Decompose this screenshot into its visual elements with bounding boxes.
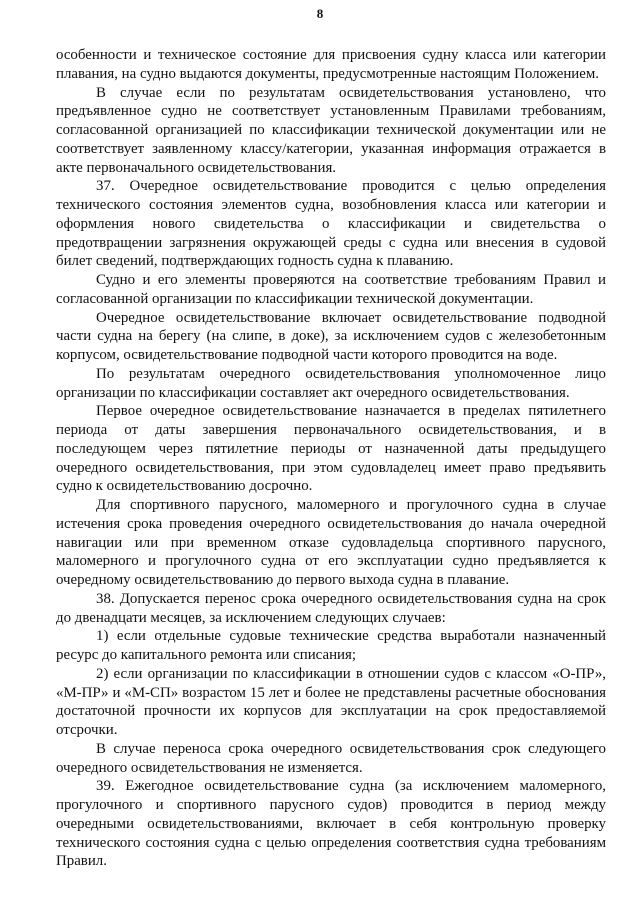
paragraph-continuation: особенности и техническое состояние для присвоения судну класса или категории плавания, на судно выдаются документы, предусмотренные настоящим Положением. [56, 47, 606, 82]
paragraph-elements-check: Судно и его элементы проверяются на соответствие требованиям Правил и согласованной организации по классификации технической документации. [56, 272, 606, 307]
document-body [56, 46, 606, 871]
paragraph-item-37: 37. Очередное освидетельствование проводится с целью определения технического состояния элементов судна, возобновления класса или категории и оформления нового свидетельства о классификации и свидетельства о предотвращении загрязнения окружающей среды с судна или внесения в судовой билет сведений, подтверждающих годность судна к плаванию. [56, 178, 606, 270]
paragraph-underwater-survey: Очередное освидетельствование включает освидетельствование подводной части судна на берегу (на слипе, в доке), за исключением судов с железобетонным корпусом, освидетельствование подводной части которого проводится на воде. [56, 309, 606, 363]
paragraph-first-periodic: Первое очередное освидетельствование назначается в пределах пятилетнего периода от даты завершения первоначального освидетельствования, и в последующем через пятилетние периоды от назначенной даты предыдущего очередного освидетельствования, при этом судовладелец имеет право предъявить судно к освидетельствованию досрочно. [56, 403, 606, 495]
paragraph-sport-sailing: Для спортивного парусного, маломерного и прогулочного судна в случае истечения срока проведения очередного освидетельствования до начала очередной навигации или при временном отказе судовладельца спортивного парусного, маломерного и прогулочного судна от его эксплуатации судно предъявляется к очередному освидетельствованию до первого выхода судна в плавание. [56, 497, 606, 588]
paragraph-item-39: 39. Ежегодное освидетельствование судна (за исключением маломерного, прогулочного и спортивного парусного судов) проводится в период между очередными освидетельствованиями, включает в себя контрольную проверку технического состояния судна с целью определения соответствия судна требованиям Правил. [56, 778, 606, 870]
paragraph-postponement: В случае переноса срока очередного освидетельствования срок следующего очередного освидетельствования не изменяется. [56, 740, 606, 776]
paragraph-inspection-mismatch: В случае если по результатам освидетельствования установлено, что предъявленное судно не соответствует установленным Правилами требованиям, согласованной организацией по классификации технической документации или не соответствует заявленному классу/категории, указанная информация отражается в акте первоначального освидетельствования. [56, 84, 606, 176]
page-number: 8 [316, 6, 324, 21]
paragraph-survey-act: По результатам очередного освидетельствования уполномоченное лицо организации по классификации составляет акт очередного освидетельствования. [56, 365, 606, 401]
paragraph-case-2: 2) если организации по классификации в отношении судов с классом «О-ПР», «М-ПР» и «М-СП» возрастом 15 лет и более не представлены расчетные обоснования достаточной прочности их корпусов для эксплуатации на срок предоставляемой отсрочки. [56, 665, 606, 738]
paragraph-item-38: 38. Допускается перенос срока очередного освидетельствования судна на срок до двенадцати месяцев, за исключением следующих случаев: [56, 590, 606, 626]
paragraph-case-1: 1) если отдельные судовые технические средства выработали назначенный ресурс до капитального ремонта или списания; [56, 628, 606, 663]
